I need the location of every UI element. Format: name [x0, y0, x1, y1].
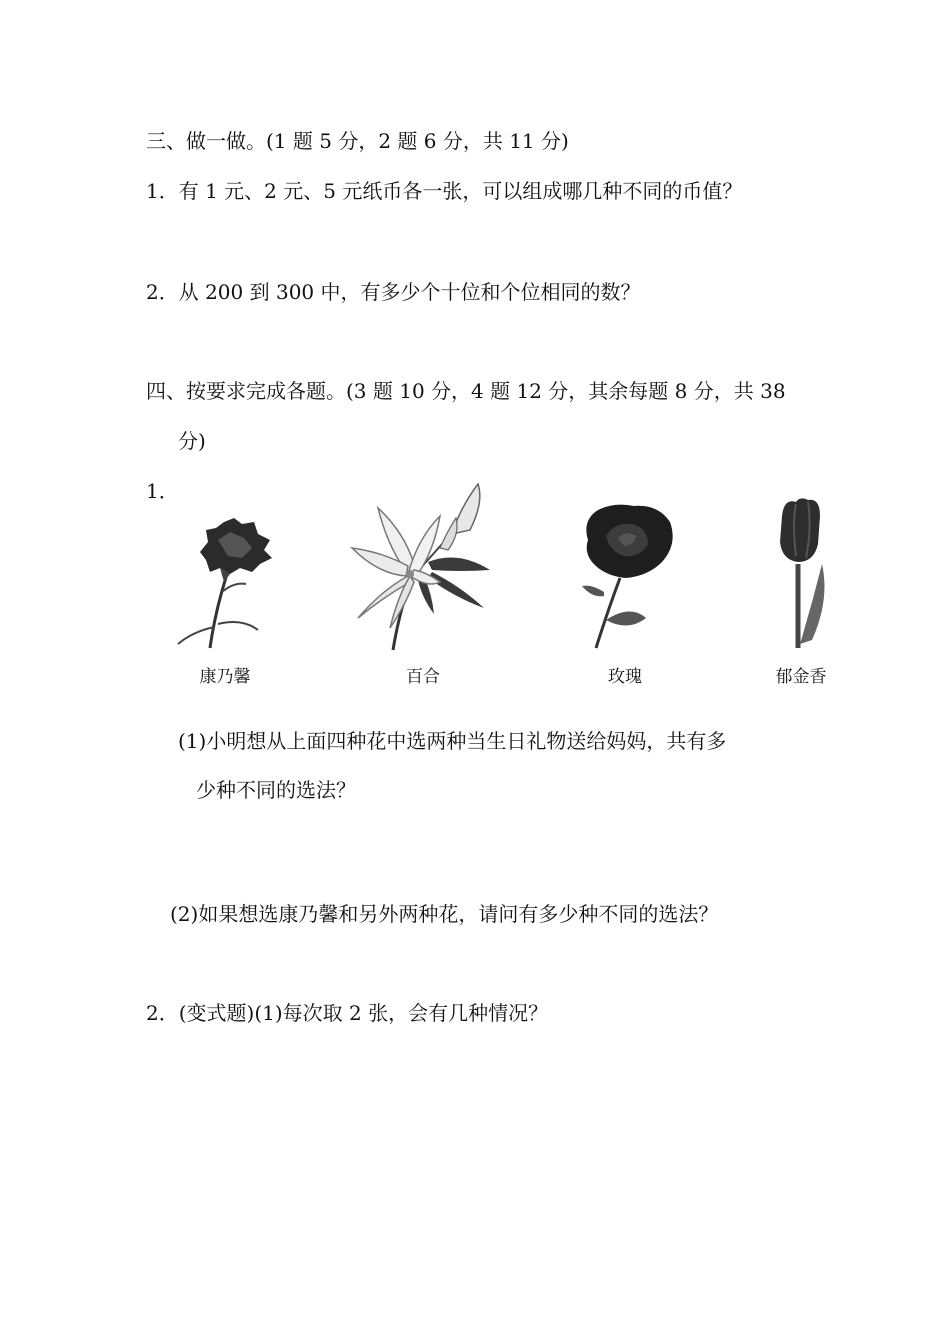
- tulip-icon: [768, 494, 838, 652]
- flower-caption-lily: 百合: [406, 667, 440, 687]
- lily-icon: [348, 478, 498, 654]
- question-4-1-part-1: (1)小明想从上面四种花中选两种当生日礼物送给妈妈，共有多: [178, 729, 727, 753]
- question-4-1-part-1-cont: 少种不同的选法？: [196, 778, 356, 802]
- section-4-heading-cont: 分): [178, 429, 206, 453]
- flower-caption-carnation: 康乃馨: [199, 667, 251, 687]
- question-3-2: 2．从 200 到 300 中，有多少个十位和个位相同的数？: [146, 280, 641, 304]
- rose-icon: [574, 500, 684, 652]
- flower-caption-rose: 玫瑰: [608, 667, 642, 687]
- question-4-1-part-2: (2)如果想选康乃馨和另外两种花，请问有多少种不同的选法？: [170, 902, 719, 926]
- section-3-heading: 三、做一做。(1 题 5 分，2 题 6 分，共 11 分): [146, 129, 569, 153]
- question-3-1: 1．有 1 元、2 元、5 元纸币各一张，可以组成哪几种不同的币值？: [146, 179, 743, 203]
- flower-caption-tulip: 郁金香: [775, 667, 827, 687]
- carnation-icon: [172, 512, 282, 654]
- question-4-2: 2．(变式题)(1)每次取 2 张，会有几种情况？: [146, 1001, 549, 1025]
- section-4-heading: 四、按要求完成各题。(3 题 10 分，4 题 12 分，其余每题 8 分，共 38: [146, 379, 786, 403]
- question-4-1-number: 1．: [146, 479, 179, 503]
